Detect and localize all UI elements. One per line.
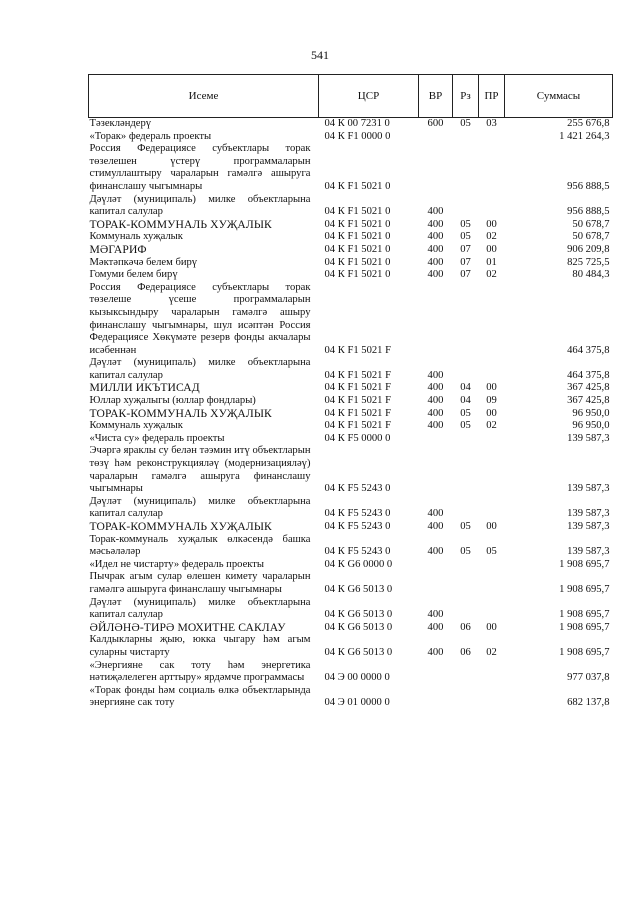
row-rz: 04 xyxy=(460,395,471,407)
row-pr xyxy=(479,660,505,685)
row-csr: 04 К F5 5243 0 xyxy=(324,483,391,495)
row-rz: 06 xyxy=(460,621,471,633)
row-vr: 400 xyxy=(427,521,444,532)
row-name: ТОРАК-КОММУНАЛЬ ХУҖАЛЫК xyxy=(89,520,272,533)
row-name: ТОРАК-КОММУНАЛЬ ХУҖАЛЫК xyxy=(89,217,272,231)
row-vr: 400 xyxy=(427,382,444,394)
table-row xyxy=(89,231,613,244)
row-vr xyxy=(419,282,453,358)
row-sum: 139 587,3 xyxy=(567,521,610,532)
table-row xyxy=(89,634,613,659)
row-vr: 400 xyxy=(427,369,444,381)
table-row xyxy=(89,143,613,193)
row-sum: 139 587,3 xyxy=(567,508,610,520)
row-csr: 04 К F1 5021 0 xyxy=(324,269,391,281)
table-row xyxy=(89,433,613,446)
row-sum: 96 950,0 xyxy=(572,420,610,432)
row-vr: 400 xyxy=(427,269,444,281)
row-rz: 05 xyxy=(460,420,471,432)
table-row xyxy=(89,597,613,622)
row-csr: 04 Э 01 0000 0 xyxy=(324,697,390,709)
row-rz: 07 xyxy=(460,243,471,255)
header-name: Исеме xyxy=(89,75,319,118)
row-sum: 825 725,5 xyxy=(567,256,610,268)
row-csr: 04 К F1 5021 0 xyxy=(324,218,391,230)
row-vr xyxy=(419,571,453,596)
row-csr: 04 К F1 5021 F xyxy=(324,344,392,356)
row-name: Пычрак агым сулар өлешен кимету чараларын гамәлгә ашыруга финанслашу чыгымнары xyxy=(89,571,311,595)
row-pr xyxy=(479,559,505,572)
row-name: Тәзекләндерү xyxy=(89,118,152,129)
row-vr xyxy=(419,445,453,495)
row-name: Дәүләт (муниципаль) милке объектларына капитал салулар xyxy=(89,357,311,381)
row-vr xyxy=(419,559,453,572)
row-csr: 04 Э 00 0000 0 xyxy=(324,672,390,684)
row-name: Коммуналь хуҗалык xyxy=(89,420,183,432)
row-name: Мәктәпкәчә белем бирү xyxy=(89,256,198,268)
row-pr xyxy=(479,357,505,382)
row-sum: 956 888,5 xyxy=(567,206,610,218)
row-pr xyxy=(479,131,505,144)
row-csr: 04 К G6 5013 0 xyxy=(324,609,393,621)
row-pr: 02 xyxy=(486,420,497,432)
row-rz xyxy=(453,194,479,219)
header-pr: ПР xyxy=(479,75,505,118)
row-name: Калдыкларны җыю, юкка чыгару һәм агым суларны чистарту xyxy=(89,634,311,658)
row-sum: 464 375,8 xyxy=(567,344,610,356)
row-csr: 04 К G6 5013 0 xyxy=(324,583,393,595)
row-sum: 956 888,5 xyxy=(567,180,610,192)
row-name: Эчәргә яраклы су белән тәэмин итү объектларын төзү һәм реконструкцияләү (модернизацияләү) чараларын гамәлгә ашыруга финанслашу чыгымнары xyxy=(89,445,311,495)
row-vr: 400 xyxy=(427,407,444,419)
row-vr: 400 xyxy=(427,621,444,633)
row-csr: 04 К F5 5243 0 xyxy=(324,521,391,532)
row-csr: 04 К F1 5021 0 xyxy=(324,231,391,243)
row-vr xyxy=(419,660,453,685)
row-vr xyxy=(419,131,453,144)
row-vr: 400 xyxy=(427,646,444,658)
row-name: «Торак фонды һәм социаль өлкә объектларында энергияне сак тоту xyxy=(89,684,311,709)
row-rz xyxy=(453,357,479,382)
table-row xyxy=(89,357,613,382)
table-row xyxy=(89,244,613,257)
row-name: Россия Федерациясе субъектлары торак төзелеше үсеше программаларын кызыксындыру чараларын гамәлгә ашыру финанслашу чыгымнары, шул исәптән Россия Федерациясе Хөкүмәте резерв фонды акчалары исәбеннән xyxy=(89,281,311,356)
row-pr: 00 xyxy=(486,621,497,633)
row-rz: 05 xyxy=(460,521,471,532)
row-name: «Чиста су» федераль проекты xyxy=(89,432,225,444)
table-row xyxy=(89,445,613,495)
row-name: Дәүләт (муниципаль) милке объектларына капитал салулар xyxy=(89,596,311,621)
row-vr xyxy=(419,433,453,446)
row-name: МИЛЛИ ИКЪТИСАД xyxy=(89,381,200,395)
row-pr xyxy=(479,685,505,710)
row-rz xyxy=(453,143,479,193)
row-pr: 09 xyxy=(486,395,497,407)
row-sum: 464 375,8 xyxy=(567,369,610,381)
row-csr: 04 К F1 5021 F xyxy=(324,382,392,394)
row-vr: 400 xyxy=(427,206,444,218)
row-sum: 50 678,7 xyxy=(572,231,610,243)
row-name: Гомуми белем бирү xyxy=(89,269,178,281)
row-sum: 80 484,3 xyxy=(572,269,610,281)
row-vr: 400 xyxy=(427,256,444,268)
row-vr: 400 xyxy=(427,218,444,230)
row-sum: 367 425,8 xyxy=(567,395,610,407)
row-sum: 1 908 695,7 xyxy=(559,646,610,658)
row-csr: 04 К F1 5021 F xyxy=(324,369,392,381)
row-sum: 1 908 695,7 xyxy=(559,558,610,570)
row-sum: 1 908 695,7 xyxy=(559,583,610,595)
page-number: 541 xyxy=(311,48,329,62)
row-sum: 50 678,7 xyxy=(572,218,610,230)
table-row xyxy=(89,219,613,232)
row-csr: 04 К G6 5013 0 xyxy=(324,621,393,633)
table-row xyxy=(89,395,613,408)
row-rz: 07 xyxy=(460,269,471,281)
table-row xyxy=(89,282,613,358)
row-csr: 04 К F1 0000 0 xyxy=(324,130,391,142)
row-name: Россия Федерациясе субъектлары торак төзелешен үстерү программаларын стимуллаштыру чараларын гамәлгә ашыруга финанслашу чыгымнары xyxy=(89,143,311,192)
table-row xyxy=(89,269,613,282)
row-sum: 1 908 695,7 xyxy=(559,621,610,633)
row-rz xyxy=(453,685,479,710)
row-rz xyxy=(453,131,479,144)
row-rz: 06 xyxy=(460,646,471,658)
row-sum: 139 587,3 xyxy=(567,432,610,444)
table-row xyxy=(89,408,613,421)
row-csr: 04 К F5 5243 0 xyxy=(324,546,391,558)
row-pr xyxy=(479,143,505,193)
row-csr: 04 К F1 5021 0 xyxy=(324,180,391,192)
row-pr: 02 xyxy=(486,231,497,243)
row-rz: 04 xyxy=(460,382,471,394)
row-pr: 00 xyxy=(486,521,497,532)
row-vr xyxy=(419,685,453,710)
row-rz xyxy=(453,496,479,521)
row-vr xyxy=(419,143,453,193)
header-sum: Суммасы xyxy=(505,75,613,118)
row-name: Торак-коммуналь хуҗалык өлкәсендә башка мәсьәләләр xyxy=(89,533,311,558)
row-pr: 01 xyxy=(486,256,497,268)
row-csr: 04 К 00 7231 0 xyxy=(324,118,390,129)
row-sum: 139 587,3 xyxy=(567,483,610,495)
row-sum: 1 908 695,7 xyxy=(559,609,610,621)
row-name: ТОРАК-КОММУНАЛЬ ХУҖАЛЫК xyxy=(89,406,272,420)
row-pr: 02 xyxy=(486,646,497,658)
row-sum: 139 587,3 xyxy=(567,546,610,558)
row-name: МӘГАРИФ xyxy=(89,242,147,256)
row-rz: 05 xyxy=(460,118,471,129)
row-vr: 400 xyxy=(427,609,444,621)
row-rz: 05 xyxy=(460,407,471,419)
row-pr: 00 xyxy=(486,382,497,394)
row-rz xyxy=(453,433,479,446)
table-row xyxy=(89,420,613,433)
table-row xyxy=(89,521,613,534)
row-rz: 05 xyxy=(460,218,471,230)
row-name: Коммуналь хуҗалык xyxy=(89,231,183,243)
row-pr: 00 xyxy=(486,218,497,230)
row-pr xyxy=(479,597,505,622)
row-vr: 400 xyxy=(427,231,444,243)
row-name: «Идел не чистарту» федераль проекты xyxy=(89,558,265,570)
table-row xyxy=(89,131,613,144)
row-rz: 05 xyxy=(460,231,471,243)
row-rz xyxy=(453,597,479,622)
row-vr: 400 xyxy=(427,420,444,432)
row-rz: 07 xyxy=(460,256,471,268)
row-csr: 04 К F1 5021 F xyxy=(324,420,392,432)
row-name: ӘЙЛӘНӘ-ТИРӘ МОХИТНЕ САКЛАУ xyxy=(89,620,286,634)
row-vr: 400 xyxy=(427,508,444,520)
table-row xyxy=(89,660,613,685)
row-csr: 04 К F1 5021 F xyxy=(324,395,392,407)
row-name: «Энергияне сак тоту һәм энергетика нәтиҗәлелеген арттыру» ярдәмче программасы xyxy=(89,659,311,684)
row-name: «Торак» федераль проекты xyxy=(89,130,212,142)
row-pr xyxy=(479,433,505,446)
row-vr: 400 xyxy=(427,243,444,255)
budget-table xyxy=(88,74,613,710)
table-row xyxy=(89,559,613,572)
row-pr xyxy=(479,571,505,596)
header-rz: Рз xyxy=(453,75,479,118)
table-row xyxy=(89,194,613,219)
row-name: Дәүләт (муниципаль) милке объектларына капитал салулар xyxy=(89,193,311,218)
table-body xyxy=(89,118,613,710)
row-pr: 02 xyxy=(486,269,497,281)
table-row xyxy=(89,685,613,710)
table-row xyxy=(89,496,613,521)
row-rz: 05 xyxy=(460,546,471,558)
row-vr: 400 xyxy=(427,395,444,407)
row-csr: 04 К F5 0000 0 xyxy=(324,432,391,444)
table-row xyxy=(89,257,613,270)
row-name: Дәүләт (муниципаль) милке объектларына капитал салулар xyxy=(89,495,311,520)
row-csr: 04 К F1 5021 0 xyxy=(324,256,391,268)
row-rz xyxy=(453,559,479,572)
header-vr: ВР xyxy=(419,75,453,118)
row-rz xyxy=(453,445,479,495)
row-pr xyxy=(479,194,505,219)
row-sum: 906 209,8 xyxy=(567,243,610,255)
row-sum: 977 037,8 xyxy=(567,672,610,684)
row-sum: 255 676,8 xyxy=(567,118,610,129)
row-rz xyxy=(453,571,479,596)
row-csr: 04 К F1 5021 F xyxy=(324,407,392,419)
table-row xyxy=(89,382,613,395)
row-csr: 04 К F1 5021 0 xyxy=(324,206,391,218)
row-sum: 1 421 264,3 xyxy=(559,130,610,142)
row-rz xyxy=(453,282,479,358)
table-header-row xyxy=(89,75,613,118)
row-csr: 04 К F5 5243 0 xyxy=(324,508,391,520)
row-name: Юллар хуҗалыгы (юллар фондлары) xyxy=(89,395,256,407)
row-sum: 682 137,8 xyxy=(567,697,610,709)
row-sum: 96 950,0 xyxy=(572,407,610,419)
row-pr xyxy=(479,282,505,358)
row-vr: 400 xyxy=(427,546,444,558)
row-pr: 03 xyxy=(486,118,497,129)
row-pr xyxy=(479,496,505,521)
row-rz xyxy=(453,660,479,685)
row-vr: 600 xyxy=(427,118,444,129)
row-pr: 05 xyxy=(486,546,497,558)
row-pr: 00 xyxy=(486,407,497,419)
table-row xyxy=(89,622,613,635)
row-csr: 04 К G6 5013 0 xyxy=(324,646,393,658)
row-pr xyxy=(479,445,505,495)
row-sum: 367 425,8 xyxy=(567,382,610,394)
row-pr: 00 xyxy=(486,243,497,255)
table-row xyxy=(89,534,613,559)
row-csr: 04 К G6 0000 0 xyxy=(324,558,393,570)
table-row xyxy=(89,118,613,131)
table-row xyxy=(89,571,613,596)
row-csr: 04 К F1 5021 0 xyxy=(324,243,391,255)
header-csr: ЦСР xyxy=(319,75,419,118)
